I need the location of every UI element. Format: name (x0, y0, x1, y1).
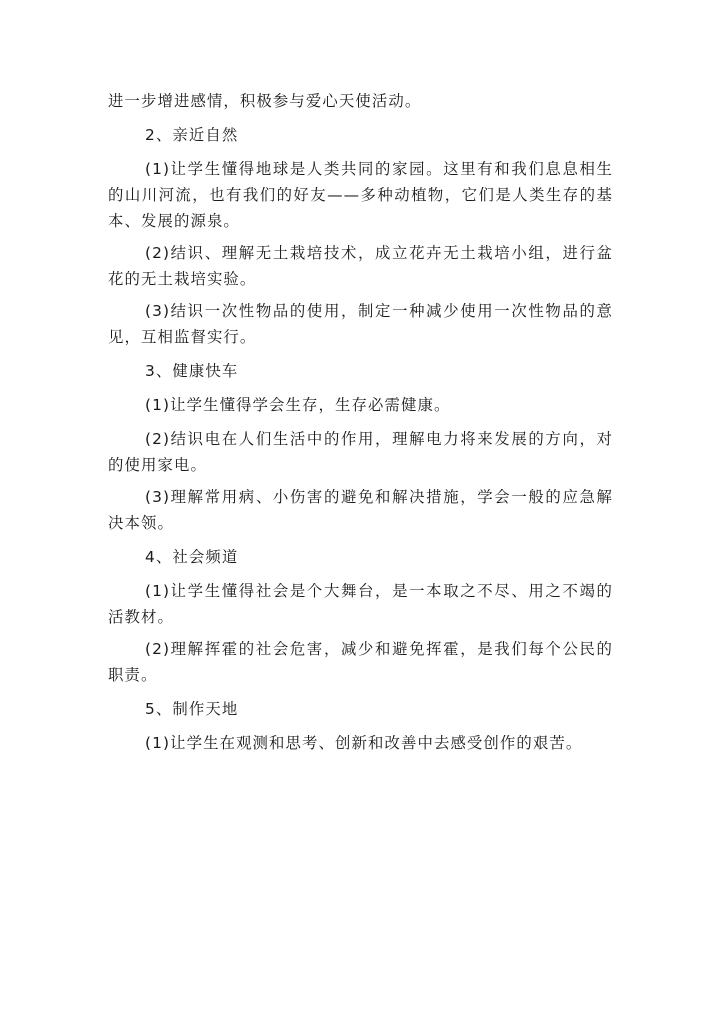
paragraph-health-1: (1)让学生懂得学会生存，生存必需健康。 (145, 396, 451, 414)
section-heading-society: 4、社会频道 (145, 548, 239, 566)
paragraph-society-2: (2)理解挥霍的社会危害，减少和避免挥霍，是我们每个公民的职责。 (108, 640, 613, 684)
section-heading-nature: 2、亲近自然 (145, 126, 239, 144)
paragraph-continuation: 进一步增进感情，积极参与爱心天使活动。 (108, 92, 422, 110)
paragraph-nature-2: (2)结识、理解无土栽培技术，成立花卉无土栽培小组，进行盆花的无土栽培实验。 (108, 244, 613, 288)
paragraph-nature-3: (3)结识一次性物品的使用，制定一种减少使用一次性物品的意见，互相监督实行。 (108, 302, 613, 346)
document-page (108, 88, 613, 756)
section-heading-crafts: 5、制作天地 (145, 700, 239, 718)
paragraph-health-3: (3)理解常用病、小伤害的避免和解决措施，学会一般的应急解决本领。 (108, 488, 613, 532)
paragraph-nature-1: (1)让学生懂得地球是人类共同的家园。这里有和我们息息相生的山川河流，也有我们的好友——多种动植物，它们是人类生存的基本、发展的源泉。 (108, 160, 613, 230)
paragraph-crafts-1: (1)让学生在观测和思考、创新和改善中去感受创作的艰苦。 (145, 734, 583, 752)
paragraph-society-1: (1)让学生懂得社会是个大舞台，是一本取之不尽、用之不竭的活教材。 (108, 582, 613, 626)
paragraph-health-2: (2)结识电在人们生活中的作用，理解电力将来发展的方向，对的使用家电。 (108, 430, 613, 474)
section-heading-health: 3、健康快车 (145, 362, 239, 380)
